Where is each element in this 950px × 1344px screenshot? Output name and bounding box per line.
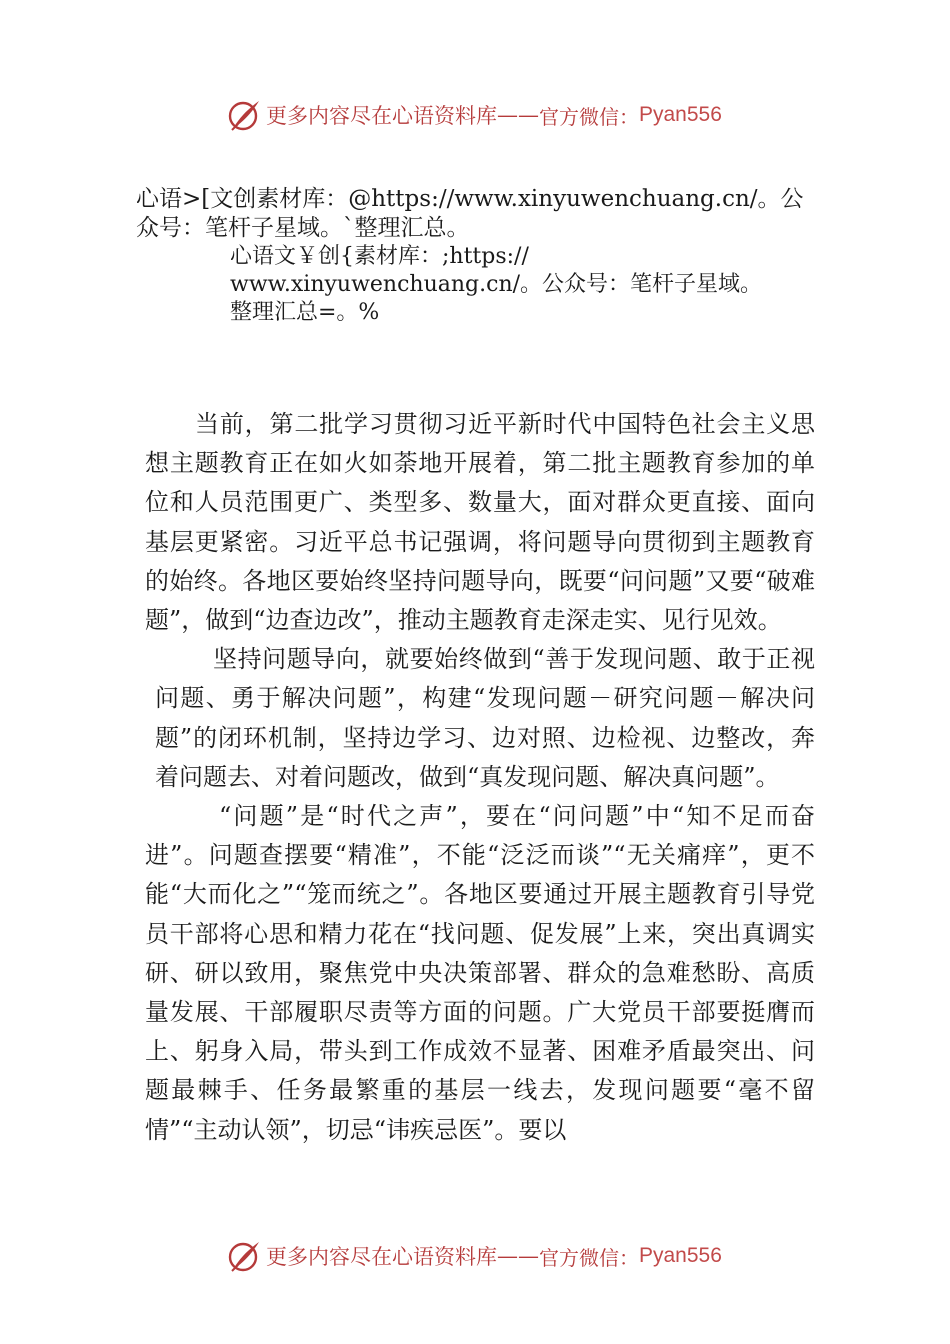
banner-wechat-label: 官方微信： — [539, 1245, 639, 1270]
banner-title: 更多内容尽在心语资料库 — [266, 1245, 497, 1269]
header-line-2: 众号：笔杆子星域。`整理汇总。 — [136, 215, 470, 241]
header-line-1: 心语>[文创素材库：@https://www.xinyuwenchuang.cn/。公 — [136, 186, 804, 212]
quill-logo-icon — [226, 97, 262, 133]
banner-wechat-id: Pyan556 — [639, 103, 722, 126]
banner-dash: —— — [497, 1244, 539, 1268]
bottom-watermark-banner — [0, 1236, 950, 1276]
paragraph-1: 当前，第二批学习贯彻习近平新时代中国特色社会主义思想主题教育正在如火如荼地开展着，第二批主题教育参加的单位和人员范围更广、类型多、数量大，面对群众更直接、面向基层更紧密。习近平总书记强调，将问题导向贯彻到主题教育的始终。各地区要始终坚持问题导向，既要“问问题”又要“破难题”，做到“边查边改”，推动主题教育走深走实、见行见效。 — [145, 410, 815, 635]
header-line-4: www.xinyuwenchuang.cn/。公众号：笔杆子星域。 — [230, 272, 763, 297]
banner-wechat-label: 官方微信： — [539, 104, 639, 129]
banner-title: 更多内容尽在心语资料库 — [266, 104, 497, 128]
header-line-3: 心语文￥创{素材库：;https:// — [230, 244, 529, 269]
quill-logo-icon — [226, 1238, 262, 1274]
banner-wechat-id: Pyan556 — [639, 1244, 722, 1267]
paragraph-2: 坚持问题导向，就要始终做到“善于发现问题、敢于正视问题、勇于解决问题”，构建“发现问题－研究问题－解决问题”的闭环机制，坚持边学习、边对照、边检视、边整改，奔着问题去、对着问题改，做到“真发现问题、解决真问题”。 — [155, 645, 815, 791]
article-body — [145, 405, 815, 1150]
top-watermark-banner — [0, 95, 950, 135]
paragraph-3: “问题”是“时代之声”，要在“问问题”中“知不足而奋进”。问题查摆要“精准”，不能“泛泛而谈”“无关痛痒”，更不能“大而化之”“笼而统之”。各地区要通过开展主题教育引导党员干部将心思和精力花在“找问题、促发展”上来，突出真调实研、研以致用，聚焦党中央决策部署、群众的急难愁盼、高质量发展、干部履职尽责等方面的问题。广大党员干部要挺膺而上、躬身入局，带头到工作成效不显著、困难矛盾最突出、问题最棘手、任务最繁重的基层一线去，发现问题要“毫不留情”“主动认领”，切忌“讳疾忌医”。要以 — [145, 802, 815, 1144]
banner-dash: —— — [497, 103, 539, 127]
source-header — [136, 185, 826, 327]
header-line-5: 整理汇总=。% — [230, 300, 380, 325]
